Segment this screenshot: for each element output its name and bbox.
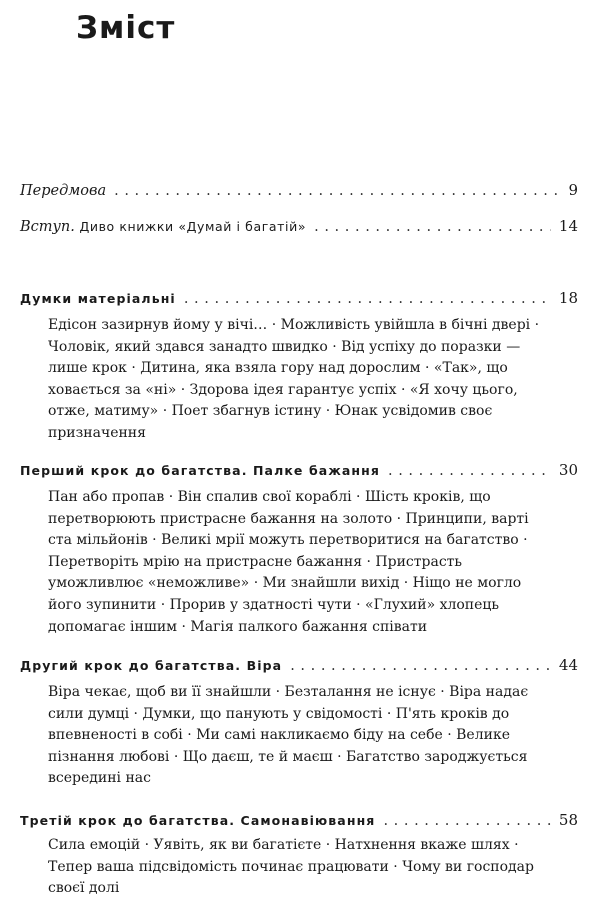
subtopic-line: пізнання любові · Що даєш, те й маєш · Багатство зароджується (48, 748, 528, 765)
subtopic-line: його зупинити · Прорив у здатності чути · «Глухий» хлопець (48, 596, 500, 613)
toc-chapter-3[interactable] (20, 656, 578, 674)
toc-entry-label-title: Диво книжки «Думай і багатій» (79, 219, 307, 234)
subtopic-line: всередині нас (48, 770, 151, 787)
subtopic-line: Сила емоцій · Уявіть, як ви багатієте · Натхнення вкаже шлях · (48, 837, 519, 853)
subtopic-line: отже, матиму» · Поет збагнув істину · Юнак усвідомив своє (48, 403, 493, 420)
subtopic-line: Пан або пропав · Він спалив свої кораблі · Шість кроків, що (48, 489, 491, 505)
toc-entry-label-prefix: Вступ. (20, 219, 75, 235)
subtopic-line: Перетворіть мрію на пристрасне бажання · Пристрасть (48, 553, 463, 570)
leader-dots (184, 291, 551, 307)
toc-chapter-1[interactable] (20, 289, 578, 307)
subtopic-line: сили думці · Думки, що панують у свідомості · П'ять кроків до (48, 705, 510, 722)
leader-dots (114, 183, 560, 199)
toc-page-number: 44 (558, 656, 578, 674)
chapter-title: Думки матеріальні (20, 291, 176, 306)
subtopic-line: Едісон зазирнув йому у вічі… · Можливість увійшла в бічні двері · (48, 317, 540, 333)
chapter-2-subtopics (48, 487, 560, 638)
chapter-1-subtopics (48, 315, 560, 445)
toc-page-number: 58 (558, 811, 578, 829)
subtopic-line: Віра чекає, щоб ви її знайшли · Безталання не існує · Віра надає (48, 684, 529, 700)
subtopic-line: своєї долі (48, 880, 120, 897)
toc-chapter-4[interactable] (20, 811, 578, 829)
toc-page-number: 9 (568, 181, 578, 199)
toc-page-number: 14 (558, 217, 578, 235)
subtopic-line: лише крок · Дитина, яка взяла гору над дорослим · «Так», що (48, 360, 508, 377)
toc-chapter-2[interactable] (20, 461, 578, 479)
toc-page-number: 18 (558, 289, 578, 307)
subtopic-line: ста мільйонів · Великі мрії можуть перетворитися на багатство · (48, 532, 528, 549)
subtopic-line: призначення (48, 424, 146, 441)
subtopic-line: Чоловік, який здався занадто швидко · Від успіху до поразки — (48, 338, 521, 355)
chapter-title: Третій крок до багатства. Самонавіювання (20, 813, 376, 828)
page-title: Зміст (76, 10, 176, 46)
leader-dots (314, 219, 551, 235)
toc-page-number: 30 (558, 461, 578, 479)
leader-dots (290, 658, 551, 674)
toc-entry-preface[interactable] (20, 181, 578, 199)
chapter-title: Перший крок до багатства. Палке бажання (20, 463, 380, 478)
chapter-3-subtopics (48, 682, 560, 790)
subtopic-line: Тепер ваша підсвідомість починає працювати · Чому ви господар (48, 858, 534, 875)
subtopic-line: перетворюють пристрасне бажання на золото · Принципи, варті (48, 510, 529, 527)
chapter-4-subtopics (48, 835, 560, 900)
toc-entry-label (20, 219, 306, 235)
leader-dots (383, 813, 550, 829)
leader-dots (388, 463, 551, 479)
subtopic-line: уможливлює «неможливе» · Ми знайшли вихід · Ніщо не могло (48, 575, 522, 592)
toc-entry-introduction[interactable] (20, 217, 578, 235)
subtopic-line: допомагає іншим · Магія палкого бажання співати (48, 618, 428, 635)
toc-entry-label: Передмова (20, 183, 107, 199)
subtopic-line: впевненості в собі · Ми самі накликаємо біду на себе · Велике (48, 727, 510, 744)
chapter-title: Другий крок до багатства. Віра (20, 658, 283, 673)
subtopic-line: ховається за «ні» · Здорова ідея гарантує успіх · «Я хочу цього, (48, 381, 518, 398)
